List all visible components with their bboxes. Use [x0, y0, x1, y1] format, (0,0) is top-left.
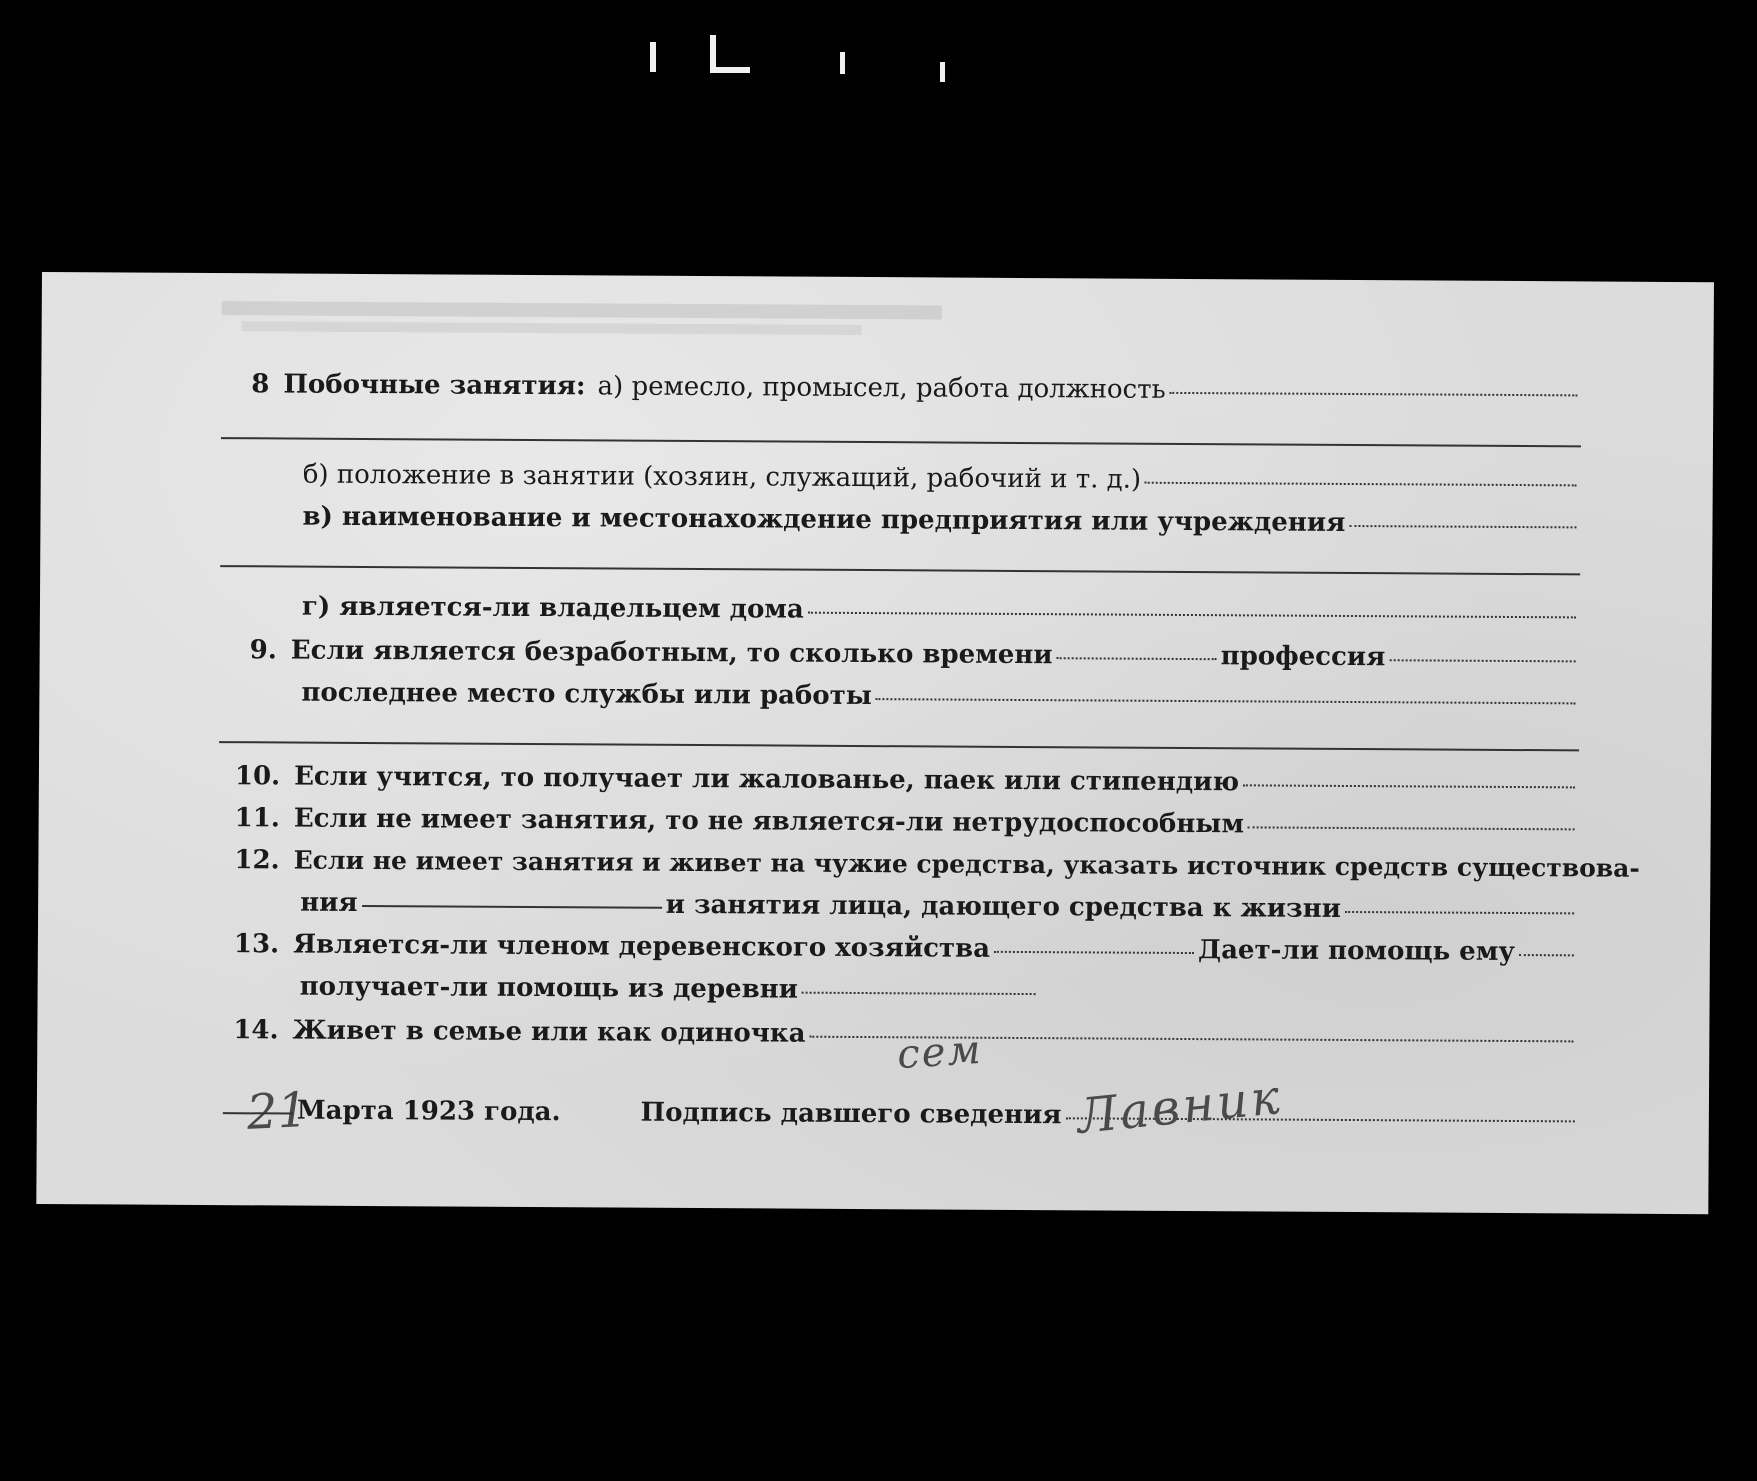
dependent-label-cont: ния: [300, 887, 358, 918]
answer-field: [1349, 525, 1576, 528]
family-label: Живет в семье или как одиночка: [292, 1015, 806, 1049]
answer-field: [1389, 659, 1575, 662]
signature-label: Подпись давшего сведения: [640, 1097, 1062, 1131]
answer-field: [808, 612, 1576, 619]
village-member-label: Является-ли членом деревенского хозяйства: [293, 929, 991, 964]
row-12b: [300, 888, 1578, 926]
row-number: 8: [251, 369, 270, 400]
row-9b: [301, 678, 1579, 716]
answer-field: [802, 992, 1036, 995]
row-12: [234, 845, 1640, 883]
disability-label: Если не имеет занятия, то не является-ли нетрудоспособным: [293, 803, 1245, 840]
enterprise-label: в) наименование и местонахождение предприятия или учреждения: [302, 501, 1346, 538]
study-label: Если учится, то получает ли жалованье, паек или стипендию: [294, 761, 1240, 798]
handwritten-family-answer: сем: [895, 1026, 984, 1079]
answer-field: [1248, 826, 1575, 830]
answer-field: [1519, 954, 1574, 956]
last-job-label: последнее место службы или работы: [301, 677, 872, 712]
gives-help-label: Дает-ли помощь ему: [1197, 935, 1516, 968]
answer-field: [1057, 657, 1217, 660]
craft-label: а) ремесло, промысел, работа должность: [597, 371, 1166, 405]
row-number: 10.: [234, 761, 281, 792]
row-10: [235, 761, 1579, 799]
provider-label: и занятия лица, дающего средства к жизни: [665, 889, 1342, 924]
archive-number-marks: [640, 30, 970, 100]
answer-line: [220, 565, 1580, 575]
dependent-label: Если не имеет занятия и живет на чужие средства, указать источник средств существова-: [293, 845, 1640, 883]
answer-field: [1145, 482, 1577, 487]
row-number: 9.: [249, 635, 277, 666]
handwritten-signature: Лавник: [1074, 1068, 1285, 1145]
answer-field: [994, 951, 1194, 954]
answer-field: [362, 905, 662, 909]
row-number: 11.: [234, 803, 280, 834]
position-label: б) положение в занятии (хозяин, служащий, рабочий и т. д.): [302, 459, 1142, 495]
answer-line: [219, 741, 1579, 751]
unemployed-label: Если является безработным, то сколько времени: [290, 635, 1053, 671]
row-number: 12.: [234, 845, 280, 876]
answer-field: [1243, 784, 1575, 788]
profession-label: профессия: [1220, 641, 1386, 673]
date-row: [219, 1095, 1579, 1133]
form-card: [36, 272, 1714, 1214]
row-9: [250, 635, 1580, 673]
row-13b: [300, 972, 1040, 1007]
day-field: [223, 1112, 293, 1114]
answer-field: [876, 698, 1576, 704]
row-8a: [251, 369, 1581, 407]
side-occupation-label: Побочные занятия:: [283, 369, 586, 402]
row-13: [234, 929, 1578, 967]
house-owner-label: г) является-ли владельцем дома: [301, 591, 804, 625]
row-8c: [302, 502, 1580, 540]
row-8b: [303, 460, 1581, 498]
row-11: [235, 803, 1579, 841]
answer-line: [221, 437, 1581, 447]
date-text: Марта 1923 года.: [296, 1095, 561, 1128]
faded-print: [242, 321, 862, 335]
row-number: 14.: [233, 1015, 279, 1046]
row-number: 13.: [233, 929, 280, 960]
handwritten-day: 21: [245, 1082, 310, 1141]
row-8d: [302, 592, 1580, 630]
receives-help-label: получает-ли помощь из деревни: [299, 971, 799, 1005]
answer-field: [1170, 392, 1578, 396]
answer-field: [1345, 911, 1574, 914]
faded-print: [222, 301, 942, 319]
